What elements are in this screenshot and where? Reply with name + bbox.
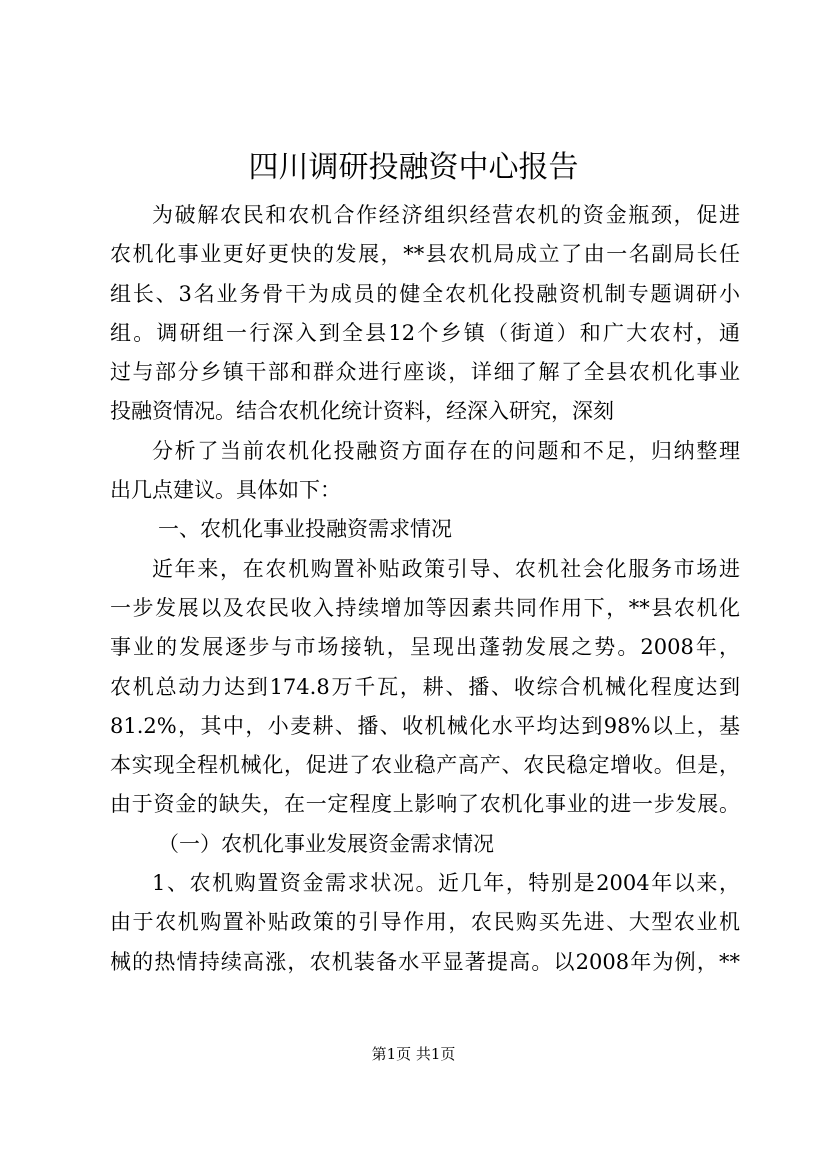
body-line: 由于农机购置补贴政策的引导作用，农民购买先进、大型农业机 bbox=[110, 910, 740, 935]
document-title: 四川调研投融资中心报告 bbox=[248, 150, 579, 185]
body-line: 事业的发展逐步与市场接轨，呈现出蓬勃发展之势。2008年， bbox=[110, 635, 740, 660]
page-footer: 第1页 共1页 bbox=[371, 1045, 456, 1063]
body-line: 组。调研组一行深入到全县12个乡镇（街道）和广大农村，通 bbox=[110, 320, 740, 345]
body-line: 农机化事业更好更快的发展，**县农机局成立了由一名副局长任 bbox=[110, 242, 740, 267]
document-body bbox=[110, 196, 740, 982]
section-heading: 一、农机化事业投融资需求情况 bbox=[158, 517, 452, 542]
body-line: 农机总动力达到174.8万千瓦，耕、播、收综合机械化程度达到 bbox=[110, 674, 740, 699]
body-line: 81.2%，其中，小麦耕、播、收机械化水平均达到98%以上，基 bbox=[110, 713, 740, 738]
body-line: 分析了当前农机化投融资方面存在的问题和不足，归纳整理 bbox=[152, 438, 740, 463]
body-line: 械的热情持续高涨，农机装备水平显著提高。以2008年为例，** bbox=[110, 949, 740, 974]
subsection-heading: （一）农机化事业发展资金需求情况 bbox=[158, 831, 494, 856]
body-line: 为破解农民和农机合作经济组织经营农机的资金瓶颈，促进 bbox=[152, 203, 740, 227]
body-line: 1、农机购置资金需求状况。近几年，特别是2004年以来， bbox=[152, 871, 740, 896]
body-line: 近年来，在农机购置补贴政策引导、农机社会化服务市场进 bbox=[152, 556, 740, 581]
body-line: 投融资情况。结合农机化统计资料，经深入研究，深刻 bbox=[110, 399, 614, 424]
body-line: 过与部分乡镇干部和群众进行座谈，详细了解了全县农机化事业 bbox=[110, 360, 740, 385]
body-line: 一步发展以及农民收入持续增加等因素共同作用下，**县农机化 bbox=[110, 595, 740, 620]
body-line: 由于资金的缺失，在一定程度上影响了农机化事业的进一步发展。 bbox=[110, 792, 740, 817]
body-line: 组长、3名业务骨干为成员的健全农机化投融资机制专题调研小 bbox=[110, 281, 740, 306]
body-line: 出几点建议。具体如下： bbox=[110, 478, 341, 503]
body-line: 本实现全程机械化，促进了农业稳产高产、农民稳定增收。但是， bbox=[110, 753, 740, 778]
